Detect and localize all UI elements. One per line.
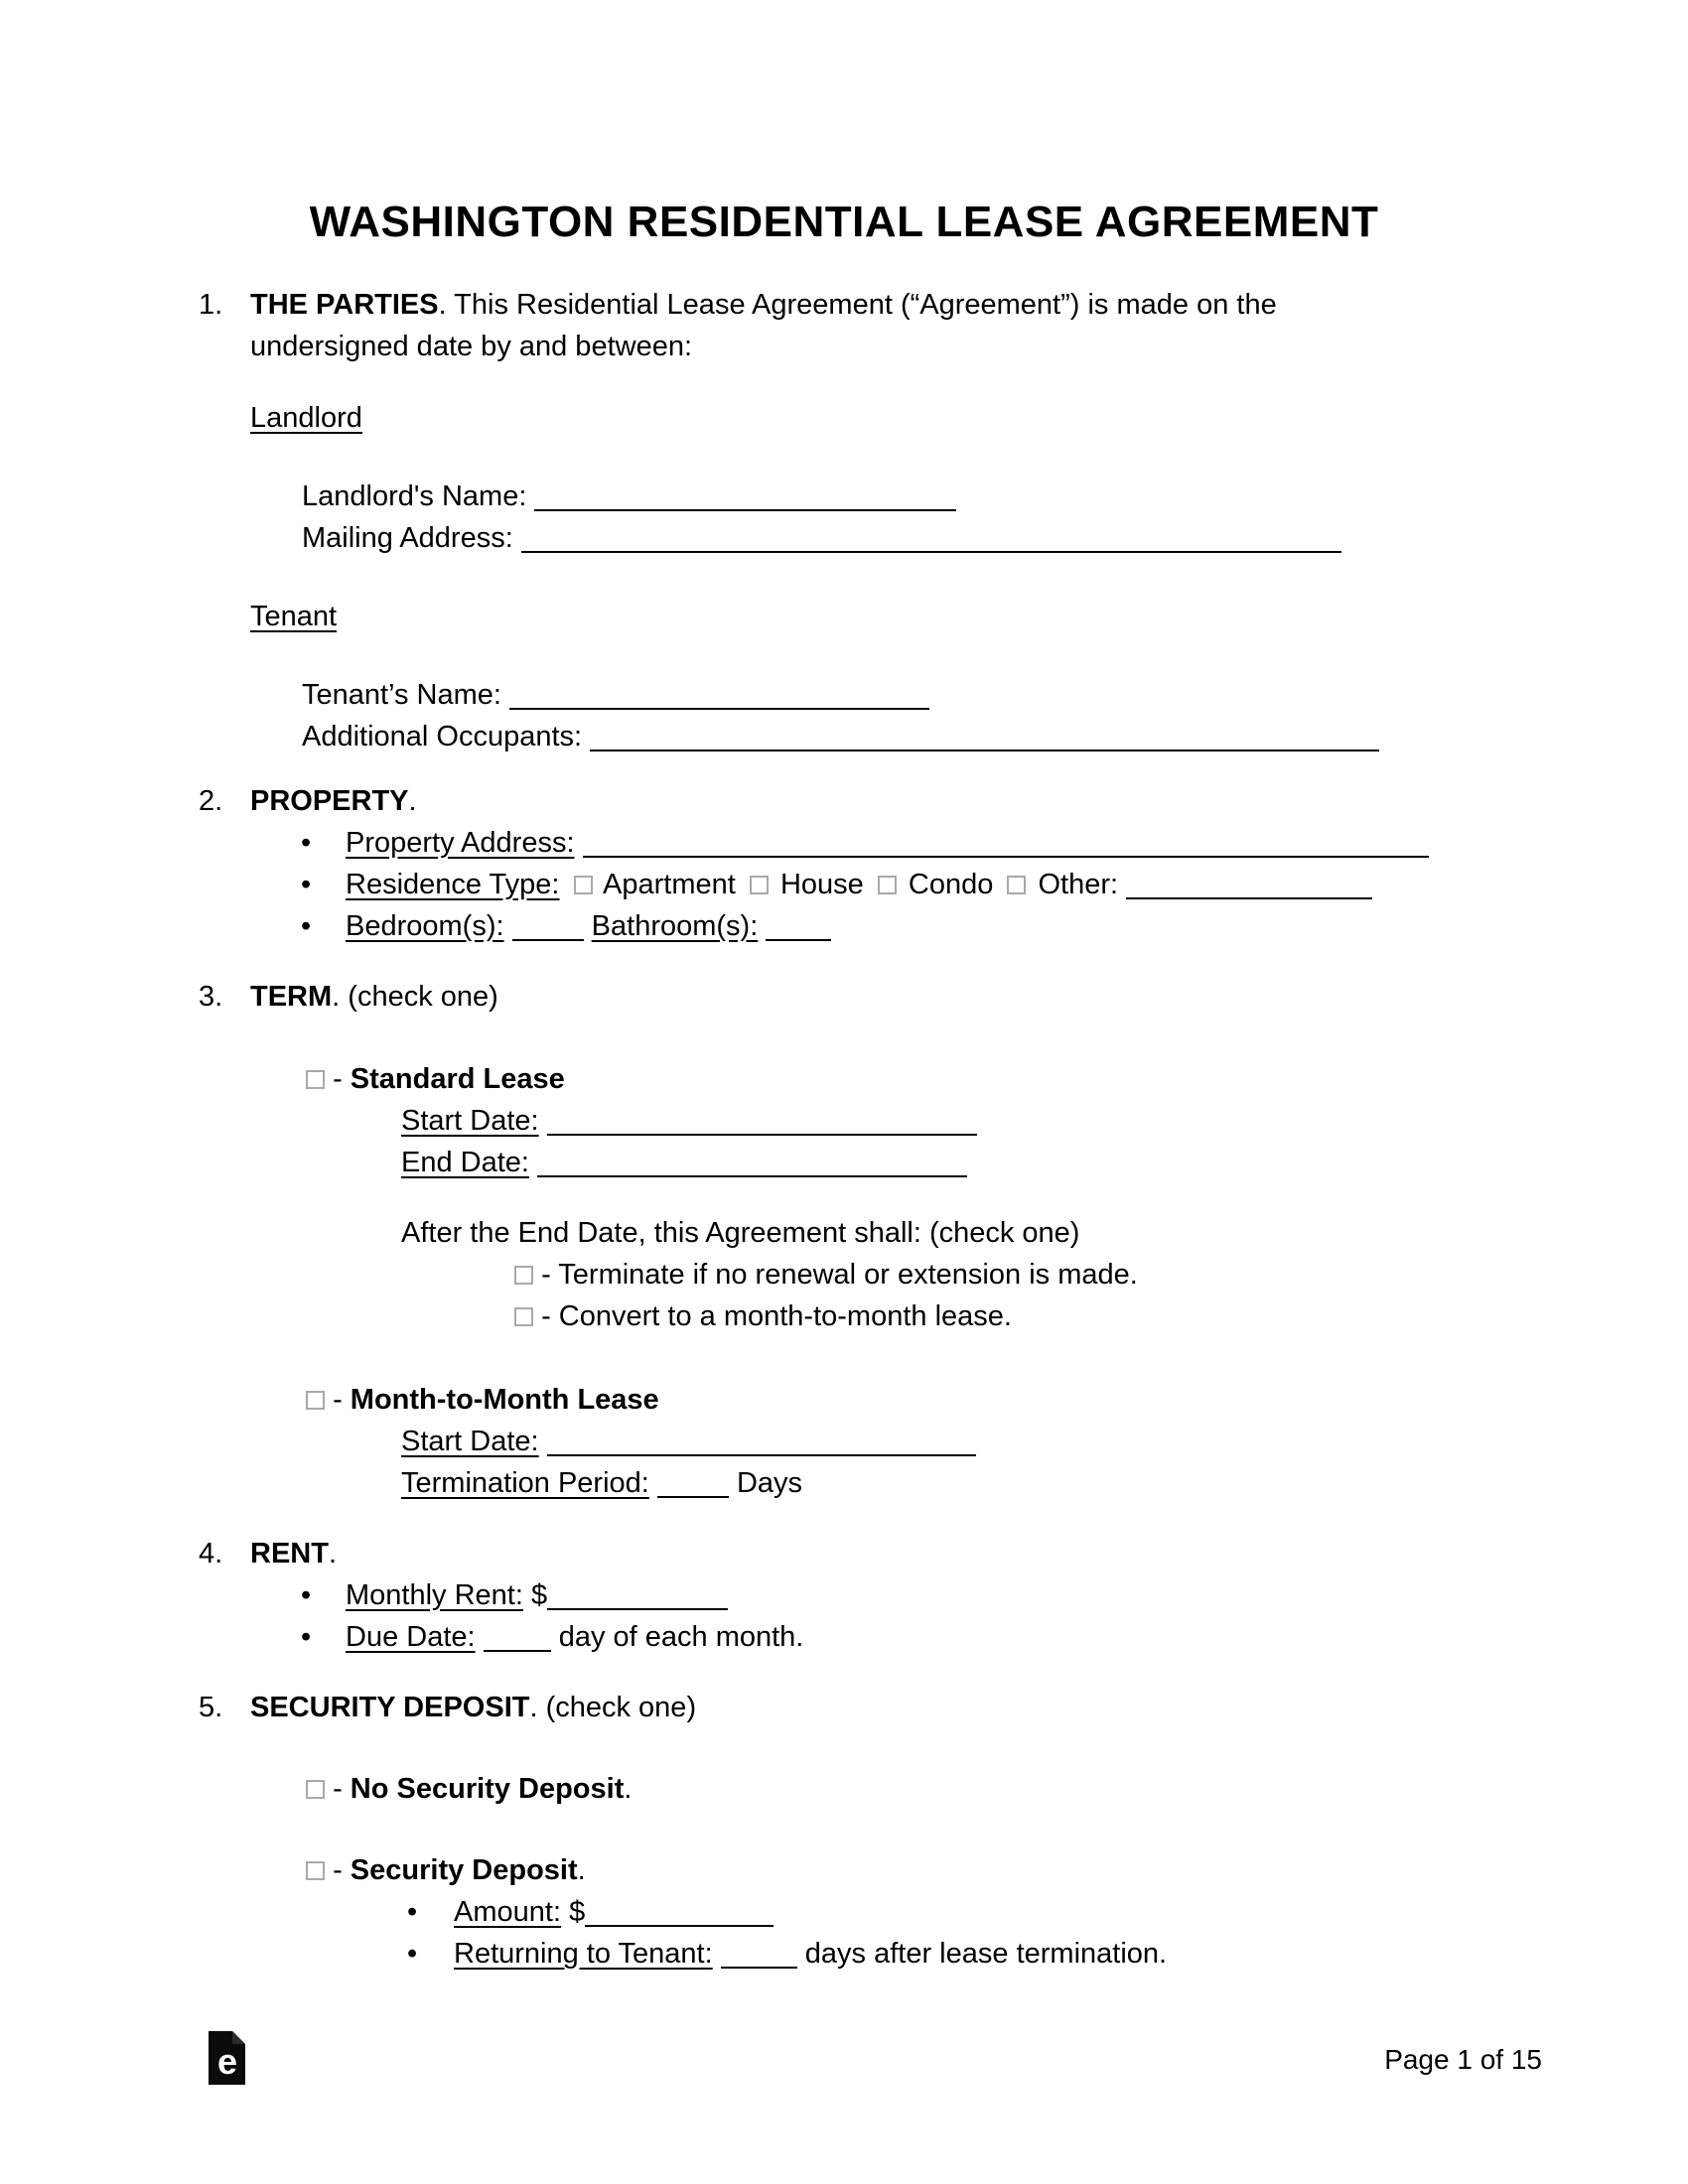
deposit-amount-input[interactable] (585, 1897, 774, 1927)
month-to-month-label: Month-to-Month Lease (350, 1384, 659, 1416)
bullet-icon: • (301, 910, 312, 942)
property-address-input[interactable] (583, 828, 1429, 858)
standard-start-date-input[interactable] (547, 1106, 977, 1136)
landlord-name-field (302, 476, 1589, 517)
convert-option-text: Convert to a month-to-month lease. (558, 1300, 1012, 1332)
bedrooms-bathrooms-row (301, 905, 1589, 947)
start-date-label: Start Date: (401, 1105, 539, 1137)
bathrooms-label: Bathroom(s): (591, 910, 759, 942)
tenant-subheading: Tenant (250, 601, 338, 632)
bullet-icon: • (407, 1896, 418, 1928)
deposit-heading-suffix: . (check one) (529, 1692, 697, 1723)
landlord-subheading: Landlord (250, 402, 362, 434)
due-date-label: Due Date: (346, 1621, 476, 1653)
no-security-deposit-label: No Security Deposit (350, 1773, 625, 1805)
monthly-rent-label: Monthly Rent: (346, 1579, 523, 1611)
landlord-name-input[interactable] (534, 481, 956, 511)
residence-other-input[interactable] (1126, 870, 1372, 899)
due-date-row (301, 1616, 1589, 1658)
no-security-deposit-checkbox[interactable] (306, 1780, 325, 1799)
deposit-amount-row (407, 1891, 1589, 1933)
landlord-name-label: Landlord's Name: (302, 480, 527, 512)
deposit-heading: SECURITY DEPOSIT (250, 1692, 530, 1723)
parties-intro-paragraph (250, 284, 1382, 367)
logo-letter: e (216, 2041, 238, 2082)
returning-suffix: days after lease termination. (804, 1938, 1168, 1970)
start-date-label: Start Date: (401, 1426, 539, 1457)
tenant-name-label: Tenant’s Name: (302, 679, 501, 711)
bullet-icon: • (301, 1579, 312, 1611)
mailing-address-input[interactable] (521, 523, 1341, 553)
section-number: 4. (199, 1538, 223, 1570)
section-number: 3. (199, 981, 223, 1013)
security-deposit-label: Security Deposit (350, 1854, 578, 1886)
parties-heading: THE PARTIES (250, 289, 439, 321)
terminate-option: - Terminate if no renewal or extension is made. (514, 1254, 1589, 1296)
term-heading-suffix: . (check one) (332, 981, 498, 1013)
residence-type-row (301, 864, 1589, 905)
property-heading: PROPERTY (250, 785, 409, 817)
due-date-input[interactable] (484, 1622, 551, 1652)
terminate-checkbox[interactable] (514, 1266, 533, 1285)
page-title: WASHINGTON RESIDENTIAL LEASE AGREEMENT (309, 198, 1379, 246)
security-deposit-option: - Security Deposit. (306, 1849, 1589, 1891)
m2m-start-date-field (401, 1421, 1589, 1462)
bathrooms-input[interactable] (766, 911, 831, 941)
additional-occupants-field (302, 716, 1589, 757)
security-deposit-checkbox[interactable] (306, 1861, 325, 1880)
rent-heading: RENT (250, 1538, 329, 1570)
residence-option-apartment: Apartment (603, 869, 736, 900)
termination-period-field (401, 1462, 1589, 1504)
residence-option-house: House (779, 869, 864, 900)
section-number: 2. (199, 785, 223, 817)
section-number: 5. (199, 1692, 223, 1723)
end-date-label: End Date: (401, 1147, 529, 1178)
after-end-date-text: After the End Date, this Agreement shall: (check one) (401, 1217, 1080, 1249)
standard-end-date-input[interactable] (537, 1148, 967, 1177)
monthly-rent-row (301, 1574, 1589, 1616)
tenant-name-field (302, 674, 1589, 716)
termination-period-input[interactable] (657, 1468, 729, 1498)
dollar-sign: $ (530, 1579, 548, 1611)
residence-option-condo: Condo (908, 869, 994, 900)
standard-lease-label: Standard Lease (350, 1063, 565, 1095)
no-security-deposit-option: - No Security Deposit. (306, 1768, 1589, 1810)
residence-checkbox-house[interactable] (750, 876, 769, 894)
monthly-rent-input[interactable] (547, 1580, 728, 1610)
section-property-heading: 2. PROPERTY. (199, 780, 1589, 822)
additional-occupants-label: Additional Occupants: (302, 721, 583, 752)
bedrooms-label: Bedroom(s): (346, 910, 504, 942)
deposit-amount-label: Amount: (454, 1896, 561, 1928)
m2m-start-date-input[interactable] (547, 1427, 976, 1456)
residence-checkbox-condo[interactable] (878, 876, 897, 894)
parties-intro-text: . This Residential Lease Agreement (“Agreement”) is made on the undersigned date by and between: (250, 289, 1277, 362)
property-address-row (301, 822, 1589, 864)
residence-option-other-label: Other: (1038, 869, 1119, 900)
residence-type-label: Residence Type: (346, 869, 560, 900)
section-number: 1. (199, 289, 223, 321)
bedrooms-input[interactable] (512, 911, 584, 941)
document-body (199, 284, 1589, 1975)
returning-days-input[interactable] (721, 1939, 797, 1969)
standard-lease-option: - Standard Lease (306, 1058, 1589, 1100)
additional-occupants-input[interactable] (590, 722, 1379, 751)
mailing-address-field (302, 517, 1589, 559)
standard-lease-checkbox[interactable] (306, 1070, 325, 1089)
section-term-heading (199, 976, 1589, 1018)
standard-start-date-field (401, 1100, 1589, 1142)
bullet-icon: • (407, 1938, 418, 1970)
residence-checkbox-other[interactable] (1007, 876, 1026, 894)
term-heading: TERM (250, 981, 333, 1013)
residence-checkbox-apartment[interactable] (574, 876, 593, 894)
standard-end-date-field (401, 1142, 1589, 1183)
convert-option: - Convert to a month-to-month lease. (514, 1296, 1589, 1337)
property-address-label: Property Address: (346, 827, 575, 859)
termination-period-label: Termination Period: (401, 1467, 649, 1499)
section-rent-heading: 4. RENT. (199, 1533, 1589, 1574)
tenant-name-input[interactable] (509, 680, 929, 710)
mailing-address-label: Mailing Address: (302, 522, 513, 554)
bullet-icon: • (301, 869, 312, 900)
month-to-month-checkbox[interactable] (306, 1391, 325, 1410)
section-parties-heading (199, 284, 1589, 367)
page-number: Page 1 of 15 (1384, 2044, 1542, 2075)
section-deposit-heading (199, 1687, 1589, 1728)
bullet-icon: • (301, 1621, 312, 1653)
eforms-logo (209, 2031, 245, 2085)
month-to-month-option: - Month-to-Month Lease (306, 1379, 1589, 1421)
dollar-sign: $ (569, 1896, 586, 1928)
terminate-option-text: Terminate if no renewal or extension is made. (558, 1259, 1138, 1291)
termination-period-suffix: Days (736, 1467, 803, 1499)
due-date-suffix: day of each month. (558, 1621, 804, 1653)
convert-checkbox[interactable] (514, 1307, 533, 1326)
returning-to-tenant-label: Returning to Tenant: (454, 1938, 713, 1970)
bullet-icon: • (301, 827, 312, 859)
returning-to-tenant-row (407, 1933, 1589, 1975)
